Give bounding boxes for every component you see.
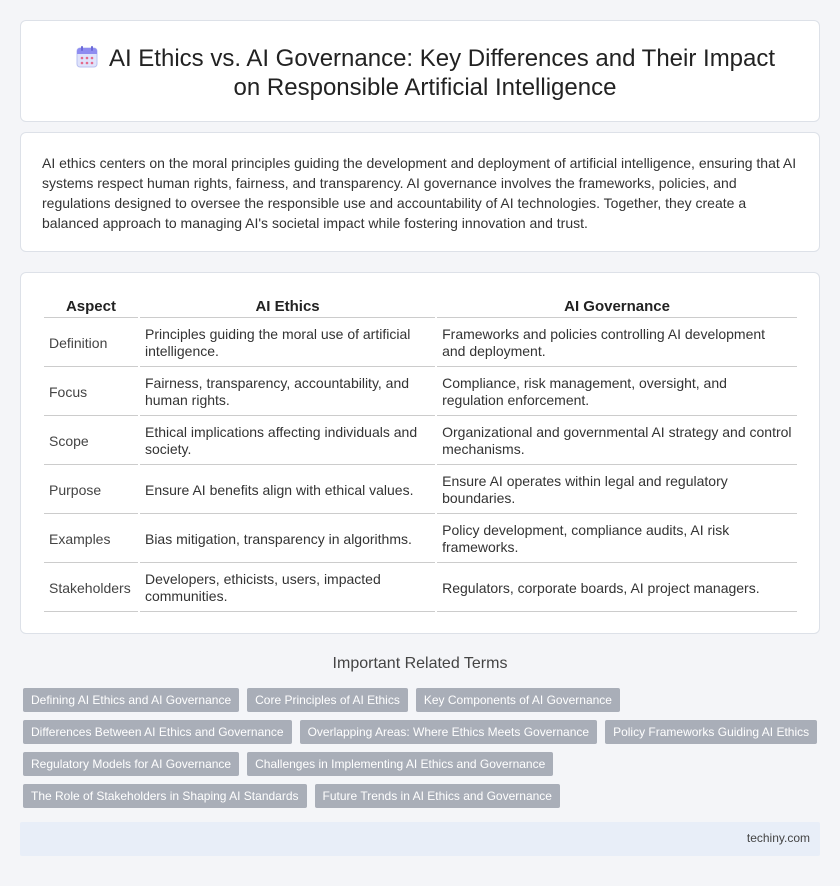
header-ai-ethics: AI Ethics	[140, 296, 435, 318]
row-aspect: Focus	[44, 369, 138, 416]
row-governance: Compliance, risk management, oversight, and regulation enforcement.	[437, 369, 797, 416]
site-name[interactable]: techiny.com	[746, 831, 810, 845]
page-title	[61, 44, 789, 102]
header-aspect: Aspect	[44, 296, 138, 318]
row-aspect: Examples	[44, 516, 138, 563]
row-governance: Frameworks and policies controlling AI development and deployment.	[437, 320, 797, 367]
table-row	[44, 418, 797, 465]
row-aspect: Scope	[44, 418, 138, 465]
table-row	[44, 320, 797, 367]
row-governance: Ensure AI operates within legal and regulatory boundaries.	[437, 467, 797, 514]
related-term-tag[interactable]: Future Trends in AI Ethics and Governance	[315, 784, 560, 808]
row-governance: Organizational and governmental AI strategy and control mechanisms.	[437, 418, 797, 465]
row-governance: Regulators, corporate boards, AI project managers.	[437, 565, 797, 612]
related-term-tag[interactable]: Challenges in Implementing AI Ethics and Governance	[247, 752, 553, 776]
related-term-tag[interactable]: The Role of Stakeholders in Shaping AI Standards	[23, 784, 307, 808]
related-term-tag[interactable]: Overlapping Areas: Where Ethics Meets Governance	[300, 720, 597, 744]
related-term-tag[interactable]: Policy Frameworks Guiding AI Ethics	[605, 720, 817, 744]
intro-paragraph: AI ethics centers on the moral principles guiding the development and deployment of artificial intelligence, ensuring that AI systems respect human rights, fairness, and transparency. AI governance involves the frameworks, policies, and regulations designed to oversee the responsible use and accountability of AI technologies. Together, they create a balanced approach to managing AI's societal impact while fostering innovation and trust.	[42, 155, 797, 231]
row-aspect: Purpose	[44, 467, 138, 514]
related-term-tag[interactable]: Key Components of AI Governance	[416, 688, 620, 712]
related-terms-heading: Important Related Terms	[332, 655, 508, 672]
related-term-tag[interactable]: Regulatory Models for AI Governance	[23, 752, 239, 776]
row-ethics: Bias mitigation, transparency in algorithms.	[140, 516, 435, 563]
comparison-card	[20, 272, 820, 634]
table-header-row	[44, 296, 797, 318]
title-text: AI Ethics vs. AI Governance: Key Differences and Their Impact on Responsible Artificial Intelligence	[108, 45, 776, 101]
related-term-tag[interactable]: Core Principles of AI Ethics	[247, 688, 408, 712]
footer	[20, 822, 820, 856]
table-row	[44, 516, 797, 563]
row-aspect: Stakeholders	[44, 565, 138, 612]
comparison-table	[42, 294, 799, 614]
table-row	[44, 369, 797, 416]
related-term-tag[interactable]: Defining AI Ethics and AI Governance	[23, 688, 239, 712]
intro-card	[20, 132, 820, 252]
row-ethics: Developers, ethicists, users, impacted communities.	[140, 565, 435, 612]
calendar-icon	[75, 45, 99, 69]
title-card	[20, 20, 820, 122]
row-governance: Policy development, compliance audits, AI risk frameworks.	[437, 516, 797, 563]
related-term-tag[interactable]: Differences Between AI Ethics and Governance	[23, 720, 292, 744]
table-row	[44, 467, 797, 514]
row-ethics: Principles guiding the moral use of artificial intelligence.	[140, 320, 435, 367]
table-row	[44, 565, 797, 612]
row-ethics: Fairness, transparency, accountability, and human rights.	[140, 369, 435, 416]
row-aspect: Definition	[44, 320, 138, 367]
row-ethics: Ensure AI benefits align with ethical values.	[140, 467, 435, 514]
header-ai-governance: AI Governance	[437, 296, 797, 318]
row-ethics: Ethical implications affecting individuals and society.	[140, 418, 435, 465]
related-terms-list	[23, 688, 823, 816]
